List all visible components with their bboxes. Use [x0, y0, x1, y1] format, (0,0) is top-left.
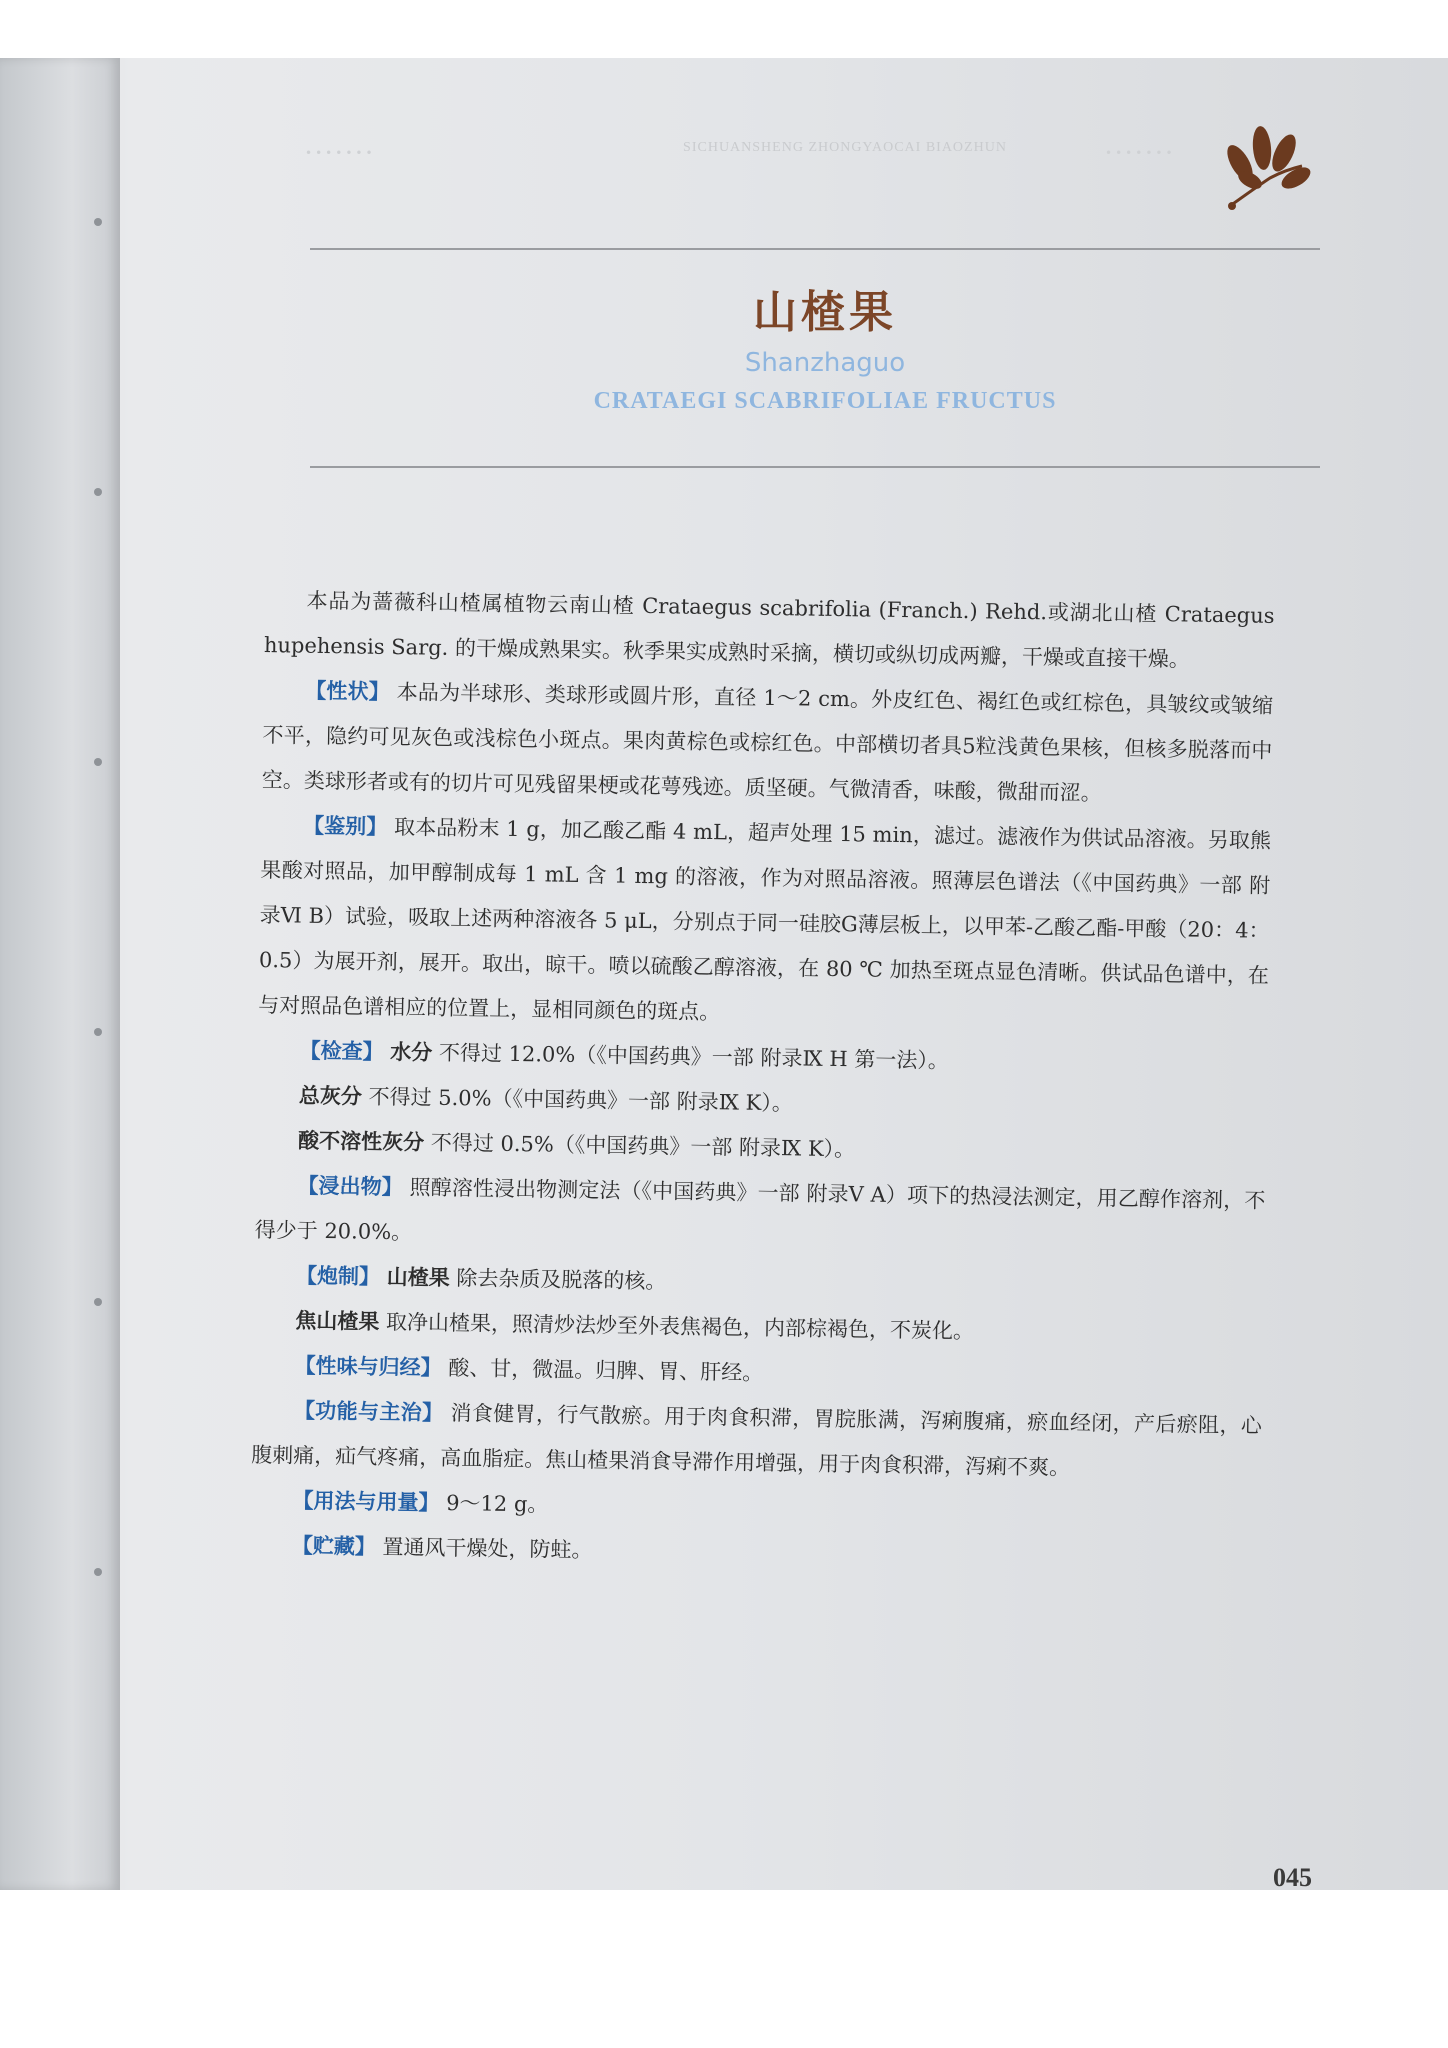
section-text: 消食健胃，行气散瘀。用于肉食积滞，胃脘胀满，泻痢腹痛，瘀血经闭，产后瘀阻，心腹刺痛，疝气疼痛，高血脂症。焦山楂果消食导滞作用增强，用于肉食积滞，泻痢不爽。 — [251, 1401, 1263, 1480]
section-text: 取净山楂果，照清炒法炒至外表焦褐色，内部棕褐色，不炭化。 — [385, 1309, 975, 1344]
term-water: 水分 — [390, 1040, 433, 1065]
binding-stitch — [94, 758, 102, 766]
section-gongneng — [251, 1388, 1262, 1494]
section-label: 【检查】 — [299, 1038, 384, 1064]
decorative-dots: ••••••• — [305, 146, 376, 160]
page-title: 山楂果 — [753, 287, 897, 338]
section-jianbie — [258, 803, 1271, 1044]
section-text: 本品为半球形、类球形或圆片形，直径 1～2 cm。外皮红色、褐红色或红棕色，具皱纹或皱缩不平，隐约可见灰色或浅棕色小斑点。果肉黄棕色或棕红色。中部横切者具5粒浅黄色果核，但核多脱落而中空。类球形者或有的切片可见残留果梗或花萼残迹。质坚硬。气微清香，味酸，微甜而涩。 — [261, 680, 1274, 806]
header-rule — [310, 248, 1320, 250]
term-jiao-shanzhaguo: 焦山楂果 — [295, 1308, 380, 1334]
section-text: 9～12 g。 — [445, 1490, 549, 1517]
term-acid-insoluble-ash: 酸不溶性灰分 — [297, 1128, 425, 1155]
decorative-dots: ••••••• — [1105, 146, 1176, 160]
book-spine-fold — [0, 58, 120, 1890]
term-total-ash: 总灰分 — [298, 1083, 363, 1109]
latin-name: CRATAEGI SCABRIFOLIAE FRUCTUS — [593, 388, 1057, 414]
page — [145, 58, 1448, 1890]
running-head: SICHUANSHENG ZHONGYAOCAI BIAOZHUN — [683, 140, 1007, 155]
section-label: 【性味与归经】 — [294, 1353, 442, 1380]
section-text: 置通风干燥处，防蛀。 — [382, 1534, 593, 1563]
pinyin-subtitle: Shanzhaguo — [744, 348, 906, 378]
leaf-branch-icon — [1210, 108, 1320, 218]
binding-stitch — [94, 218, 102, 226]
section-jinchuwu — [254, 1163, 1265, 1269]
section-label: 【浸出物】 — [297, 1173, 404, 1200]
intro-paragraph: 本品为蔷薇科山楂属植物云南山楂 Crataegus scabrifolia (Franch.) Rehd.或湖北山楂 Crataegus hupehensis Sarg. 的干燥成熟果实。秋季果实成熟时采摘，横切或纵切成两瓣，干燥或直接干燥。 — [263, 588, 1275, 672]
section-label: 【贮藏】 — [291, 1533, 376, 1559]
scanned-page-photo — [0, 58, 1448, 1890]
binding-stitch — [94, 1568, 102, 1576]
section-text: 取本品粉末 1 g，加乙酸乙酯 4 mL，超声处理 15 min，滤过。滤液作为供试品溶液。另取熊果酸对照品，加甲醇制成每 1 mL 含 1 mg 的溶液，作为对照品溶液。照薄层色谱法（《中国药典》一部 附录Ⅵ B）试验，吸取上述两种溶液各 5 μL，分别点于同一硅胶G薄层板上，以甲苯-乙酸乙酯-甲酸（20：4：0.5）为展开剂，展开。取出，晾干。喷以硫酸乙醇溶液，在 80 ℃ 加热至斑点显色清晰。供试品色谱中，在与对照品色谱相应的位置上，显相同颜色的斑点。 — [258, 815, 1272, 1025]
section-label: 【性状】 — [305, 678, 391, 704]
section-label: 【功能与主治】 — [293, 1398, 444, 1425]
title-rule — [310, 466, 1320, 468]
section-label: 【用法与用量】 — [292, 1488, 440, 1515]
page-number: 045 — [1273, 1863, 1312, 1892]
section-label: 【鉴别】 — [302, 813, 388, 839]
binding-stitch — [94, 488, 102, 496]
section-text: 除去杂质及脱落的核。 — [456, 1266, 667, 1294]
binding-stitch — [94, 1028, 102, 1036]
monograph-body — [249, 578, 1274, 1584]
section-label: 【炮制】 — [295, 1263, 381, 1289]
section-text: 不得过 0.5%（《中国药典》一部 附录Ⅸ K）。 — [430, 1130, 856, 1162]
section-text: 不得过 5.0%（《中国药典》一部 附录Ⅸ K）。 — [368, 1084, 794, 1116]
term-shanzhaguo: 山楂果 — [386, 1264, 450, 1290]
section-text: 照醇溶性浸出物测定法（《中国药典》一部 附录Ⅴ A）项下的热浸法测定，用乙醇作溶剂，不得少于 20.0%。 — [254, 1175, 1266, 1245]
section-text: 不得过 12.0%（《中国药典》一部 附录Ⅸ H 第一法）。 — [438, 1040, 950, 1073]
section-text: 酸、甘，微温。归脾、胃、肝经。 — [448, 1355, 764, 1385]
section-xingzhuang — [261, 668, 1273, 819]
binding-stitch — [94, 1298, 102, 1306]
